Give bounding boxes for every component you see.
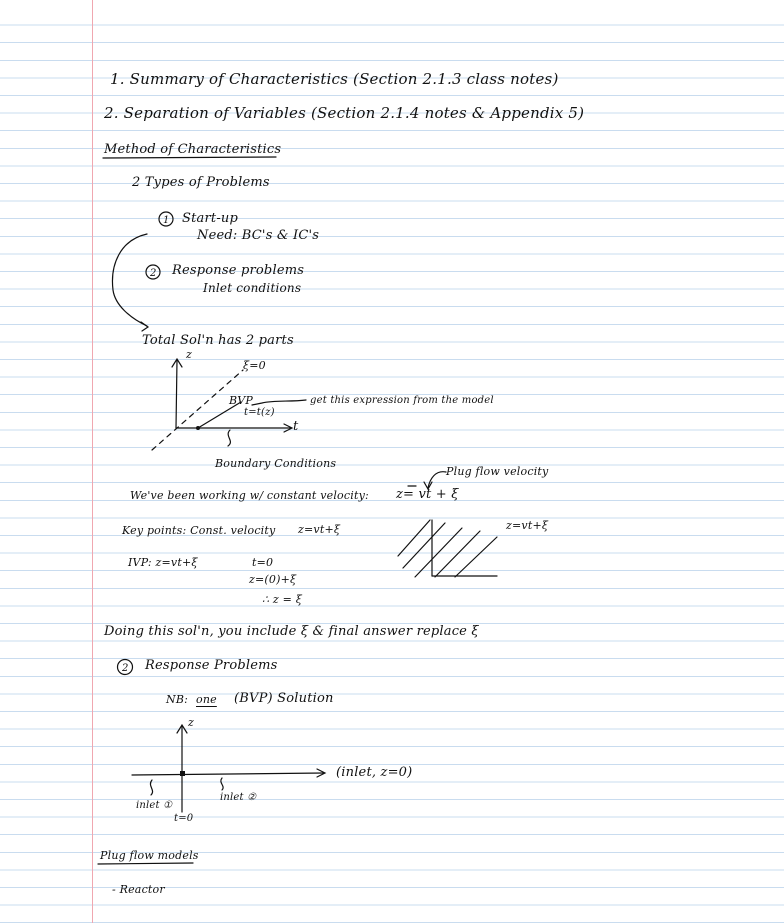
ivp-step: z=(0)+ξ [249, 573, 297, 586]
side-eq: z=vt+ξ [506, 519, 549, 532]
diagram1-note-leader [252, 400, 306, 405]
response-circle-num: 2 [150, 268, 157, 279]
method-heading-underline [103, 157, 276, 158]
diagram1-bvp-label: BVP [229, 394, 254, 407]
diagram2-inlet1: inlet ① [136, 800, 173, 811]
startup-circle-num: 1 [163, 215, 170, 226]
diagram2-inlet2: inlet ② [220, 792, 257, 803]
diagram1-t-label: t [293, 419, 299, 434]
diagram1-xi-label: ξ=0 [243, 359, 266, 372]
plug-flow-models-underline [98, 863, 193, 864]
working-text: We've been working w/ constant velocity: [130, 489, 369, 502]
bracket-arrow-head [141, 322, 148, 331]
diagram1-boundary-brace [228, 430, 230, 446]
startup-need: Need: BC's & IC's [197, 228, 320, 243]
plug-flow-velocity: Plug flow velocity [446, 465, 549, 478]
ivp-result: ∴ z = ξ [262, 593, 302, 606]
key-points-eq: z=vt+ξ [298, 523, 341, 536]
diagram1-bvp-line [198, 402, 241, 428]
ivp-t0: t=0 [252, 556, 274, 569]
nb-prefix: NB: [166, 693, 189, 706]
method-heading: Method of Characteristics [104, 142, 282, 157]
diagram2-origin-mark [180, 771, 185, 776]
bracket-arrow [112, 234, 147, 326]
plug-flow-arrow [428, 472, 446, 488]
side-diagram-hatch-5 [455, 537, 497, 577]
diagram2-t-axis [132, 773, 324, 775]
doing-line: Doing this sol'n, you include ξ & final answer replace ξ [104, 624, 479, 639]
line-separation: 2. Separation of Variables (Section 2.1.4 notes & Appendix 5) [104, 104, 585, 122]
nb-rest: (BVP) Solution [234, 691, 334, 706]
side-diagram-hatch-2 [403, 523, 445, 568]
plug-flow-models: Plug flow models [100, 849, 199, 862]
total-soln: Total Sol'n has 2 parts [142, 333, 294, 348]
reactor-item: - Reactor [112, 883, 165, 896]
side-diagram-hatch-4 [435, 531, 480, 577]
diagram2-t0: t=0 [174, 813, 194, 824]
diagram2-inlet1-brace [150, 780, 152, 795]
side-diagram-hatch-1 [398, 520, 430, 556]
ivp-eq: IVP: z=vt+ξ [128, 556, 198, 569]
response2-label: Response Problems [145, 658, 278, 673]
diagram1-origin-dot [196, 426, 200, 430]
diagram1-note: get this expression from the model [310, 395, 494, 406]
line-summary: 1. Summary of Characteristics (Section 2.1.3 class notes) [110, 70, 559, 88]
diagram2-inlet2-brace [221, 778, 223, 790]
key-points: Key points: Const. velocity [122, 524, 276, 537]
response-label: Response problems [172, 263, 305, 278]
startup-label: Start-up [182, 211, 239, 226]
two-types: 2 Types of Problems [132, 175, 270, 190]
diagram1-z-label: z [186, 348, 192, 361]
diagram1-t-of-z: t=t(z) [244, 407, 275, 418]
diagram2-inlet-label: (inlet, z=0) [336, 765, 413, 780]
working-eq: z= vt + ξ [396, 487, 459, 502]
diagram1-z-axis [176, 360, 177, 428]
nb-one: one [196, 693, 217, 706]
diagram2-z-label: z [188, 716, 194, 729]
diagram1-boundary: Boundary Conditions [215, 457, 337, 470]
inlet-conditions: Inlet conditions [203, 281, 302, 295]
response2-circle-num: 2 [122, 663, 129, 674]
side-diagram-hatch-3 [415, 528, 462, 577]
